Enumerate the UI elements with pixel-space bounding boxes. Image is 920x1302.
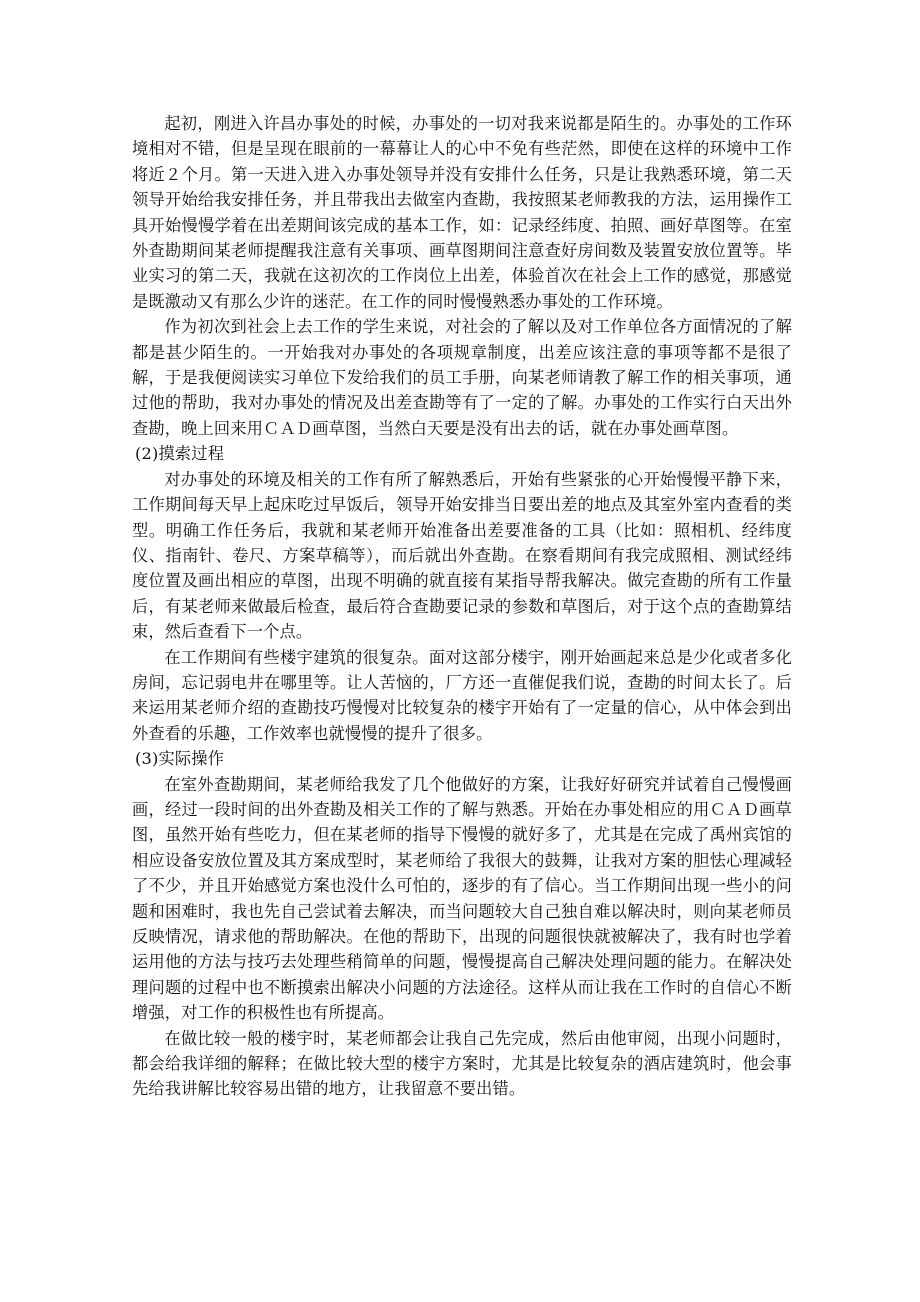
document-page <box>132 111 792 1102</box>
paragraph-first-work: 作为初次到社会上去工作的学生来说，对社会的了解以及对工作单位各方面情况的了解都是甚少陌生的。一开始我对办事处的各项规章制度，出差应该注意的事项等都不是很了解，于是我便阅读实习单位下发给我们的员工手册，向某老师请教了解工作的相关事项，通过他的帮助，我对办事处的情况及出差查勘等有了一定的了解。办事处的工作实行白天出外查勘，晚上回来用ＣＡＤ画草图，当然白天要是没有出去的话，就在办事处画草图。 <box>132 317 792 438</box>
paragraph-complex-buildings: 在工作期间有些楼宇建筑的很复杂。面对这部分楼宇，刚开始画起来总是少化或者多化房间，忘记弱电井在哪里等。让人苦恼的，厂方还一直催促我们说，查勘的时间太长了。后来运用某老师介绍的查勘技巧慢慢对比较复杂的楼宇开始有了一定量的信心，从中体会到出外查看的乐趣，工作效率也就慢慢的提升了很多。 <box>132 647 792 743</box>
paragraph-intro: 起初，刚进入许昌办事处的时候，办事处的一切对我来说都是陌生的。办事处的工作环境相对不错，但是呈现在眼前的一幕幕让人的心中不免有些茫然，即使在这样的环境中工作将近２个月。第一天进入进入办事处领导并没有安排什么任务，只是让我熟悉环境，第二天领导开始给我安排任务，并且带我出去做室内查勘，我按照某老师教我的方法，运用操作工具开始慢慢学着在出差期间该完成的基本工作，如：记录经纬度、拍照、画好草图等。在室外查勘期间某老师提醒我注意有关事项、画草图期间注意查好房间数及装置安放位置等。毕业实习的第二天，我就在这初次的工作岗位上出差，体验首次在社会上工作的感觉，那感觉是既激动又有那么少许的迷茫。在工作的同时慢慢熟悉办事处的工作环境。 <box>132 114 792 311</box>
paragraph-review: 在做比较一般的楼宇时，某老师都会让我自己先完成，然后由他审阅，出现小问题时，都会给我详细的解释；在做比较大型的楼宇方案时，尤其是比较复杂的酒店建筑时，他会事先给我讲解比较容易出错的地方，让我留意不要出错。 <box>132 1028 792 1099</box>
paragraph-practice: 在室外查勘期间，某老师给我发了几个他做好的方案，让我好好研究并试着自己慢慢画画，经过一段时间的出外查勘及相关工作的了解与熟悉。开始在办事处相应的用ＣＡＤ画草图，虽然开始有些吃力，但在某老师的指导下慢慢的就好多了，尤其是在完成了禹州宾馆的相应设备安放位置及其方案成型时，某老师给了我很大的鼓舞，让我对方案的胆怯心理减轻了不少，并且开始感觉方案也没什么可怕的，逐步的有了信心。当工作期间出现一些小的问题和困难时，我也先自己尝试着去解决，而当问题较大自己独自难以解决时，则向某老师员反映情况，请求他的帮助解决。在他的帮助下，出现的问题很快就被解决了，我有时也学着运用他的方法与技巧去处理些稍简单的问题，慢慢提高自己解决处理问题的能力。在解决处理问题的过程中也不断摸索出解决小问题的方法途径。这样从而让我在工作时的自信心不断增强，对工作的积极性也有所提高。 <box>132 774 792 1023</box>
section-heading-exploration: (2)摸索过程 <box>135 444 225 464</box>
paragraph-exploration: 对办事处的环境及相关的工作有所了解熟悉后，开始有些紧张的心开始慢慢平静下来，工作期间每天早上起床吃过早饭后，领导开始安排当日要出差的地点及其室外室内查看的类型。明确工作任务后，我就和某老师开始准备出差要准备的工具（比如：照相机、经纬度仪、指南针、卷尺、方案草稿等），而后就出外查勘。在察看期间有我完成照相、测试经纬度位置及画出相应的草图，出现不明确的就直接有某指导帮我解决。做完查勘的所有工作量后，有某老师来做最后检查，最后符合查勘要记录的参数和草图后，对于这个点的查勘算结束，然后查看下一个点。 <box>132 469 792 642</box>
section-heading-practice: (3)实际操作 <box>135 749 225 769</box>
